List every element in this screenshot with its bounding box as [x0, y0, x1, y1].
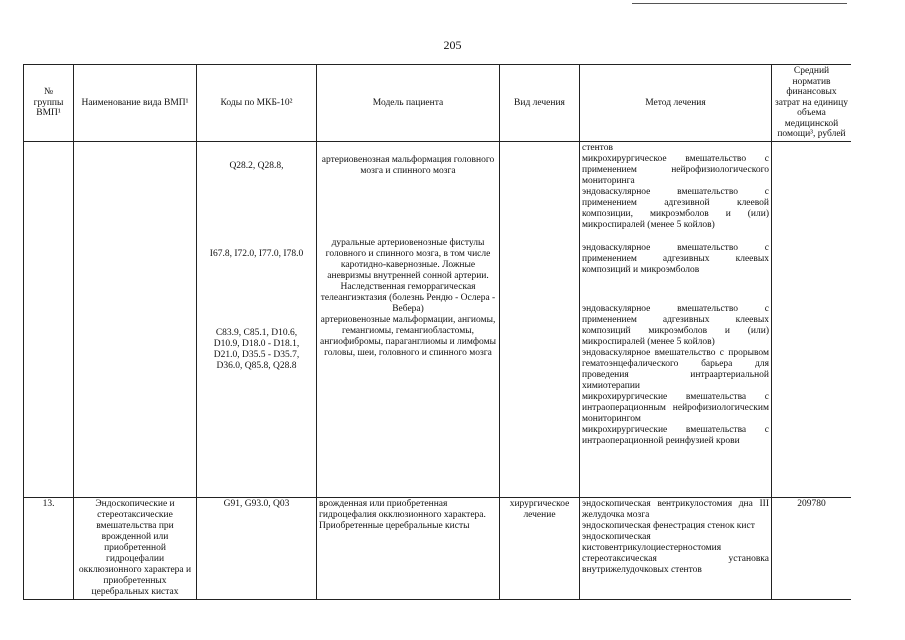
row1-treatment-type-cell	[500, 141, 580, 497]
row1-method-4: эндоваскулярное вмешательство с применением адгезивных клеевых композиций и микроэмболов	[582, 242, 769, 275]
row1-model-3: артериовенозные мальформации, ангиомы, гемангиомы, гемангиобластомы, ангиофибромы, параганглиомы и лимфомы головы, шеи, головного и спинного мозга	[319, 314, 497, 358]
row1-model-cell	[317, 141, 500, 497]
row1-codes-1: Q28.2, Q28.8,	[229, 160, 284, 171]
table-header-row	[24, 65, 852, 142]
row1-cost-cell	[772, 141, 852, 497]
table-row	[24, 497, 852, 599]
row1-method-6: эндоваскулярное вмешательство с прорывом гематоэнцефалического барьера для проведения интраартериальной химиотерапии	[582, 347, 769, 391]
header-patient-model: Модель пациента	[317, 65, 500, 142]
row1-codes-cell	[197, 141, 317, 497]
row1-method-cell	[580, 141, 772, 497]
row1-method-2: микрохирургическое вмешательство с применением нейрофизиологического мониторинга	[582, 153, 769, 186]
row1-codes-2: I67.8, I72.0, I77.0, I78.0	[209, 248, 304, 259]
row2-model-cell: врожденная или приобретенная гидроцефалия окклюзионного характера. Приобретенные церебральные кисты	[317, 497, 500, 599]
row2-method-3: эндоскопическая кистовентрикулоциестерностомия	[582, 531, 722, 553]
row2-method-4: стереотаксическая установка внутрижелудочковых стентов	[582, 553, 769, 575]
row1-codes-3: C83.9, C85.1, D10.6, D10.9, D18.0 - D18.1, D21.0, D35.5 - D35.7, D36.0, Q85.8, Q28.8	[213, 327, 300, 371]
row1-method-1: стентов	[582, 142, 613, 153]
row1-name-cell	[74, 141, 197, 497]
row2-method-cell	[580, 497, 772, 599]
page-number: 205	[443, 38, 462, 52]
row1-group-cell	[24, 141, 74, 497]
header-treatment-type: Вид лечения	[500, 65, 580, 142]
header-cost: Средний норматив финансовых затрат на единицу объема медицинской помощи³, рублей	[772, 65, 852, 142]
row1-model-2: дуральные артериовенозные фистулы головного и спинного мозга, в том числе каротидно-кавернозные. Ложные аневризмы внутренней сонной артерии. Наследственная геморрагическая телеангиэктазия (болезнь Рендю - Ослера - Вебера)	[320, 237, 496, 314]
row1-method-7: микрохирургические вмешательства с интраоперационным нейрофизиологическим мониторингом	[582, 391, 769, 424]
row2-cost-cell: 209780	[772, 497, 852, 599]
row2-method-1: эндоскопическая вентрикулостомия дна III желудочка мозга	[582, 498, 769, 520]
row2-treatment-type-cell: хирургическое лечение	[500, 497, 580, 599]
vmp-table	[23, 64, 851, 600]
row2-method-2: эндоскопическая фенестрация стенок кист	[582, 520, 755, 531]
row2-group-cell: 13.	[24, 497, 74, 599]
row1-model-1: артериовенозная мальформация головного мозга и спинного мозга	[321, 154, 495, 176]
top-rule	[632, 3, 847, 4]
row1-method-8: микрохирургические вмешательства с интраоперационной реинфузией крови	[582, 424, 769, 446]
header-icd-codes: Коды по МКБ-10²	[197, 65, 317, 142]
row2-codes-cell: G91, G93.0, Q03	[197, 497, 317, 599]
header-treatment-method: Метод лечения	[580, 65, 772, 142]
row1-method-5: эндоваскулярное вмешательство с применением адгезивных клеевых композиций микроэмболов и (или) микроспиралей (менее 5 койлов)	[582, 303, 769, 347]
header-group-number: № группы ВМП¹	[24, 65, 74, 142]
table-row	[24, 141, 852, 497]
row2-name-cell: Эндоскопические и стереотаксические вмешательства при врожденной или приобретенной гидроцефалии окклюзионного характера и приобретенных церебральных кистах	[74, 497, 197, 599]
header-vmp-name: Наименование вида ВМП¹	[74, 65, 197, 142]
row1-method-3: эндоваскулярное вмешательство с применением адгезивной клеевой композиции, микроэмболов и (или) микроспиралей (менее 5 койлов)	[582, 186, 769, 230]
vmp-table-wrapper	[23, 64, 851, 612]
